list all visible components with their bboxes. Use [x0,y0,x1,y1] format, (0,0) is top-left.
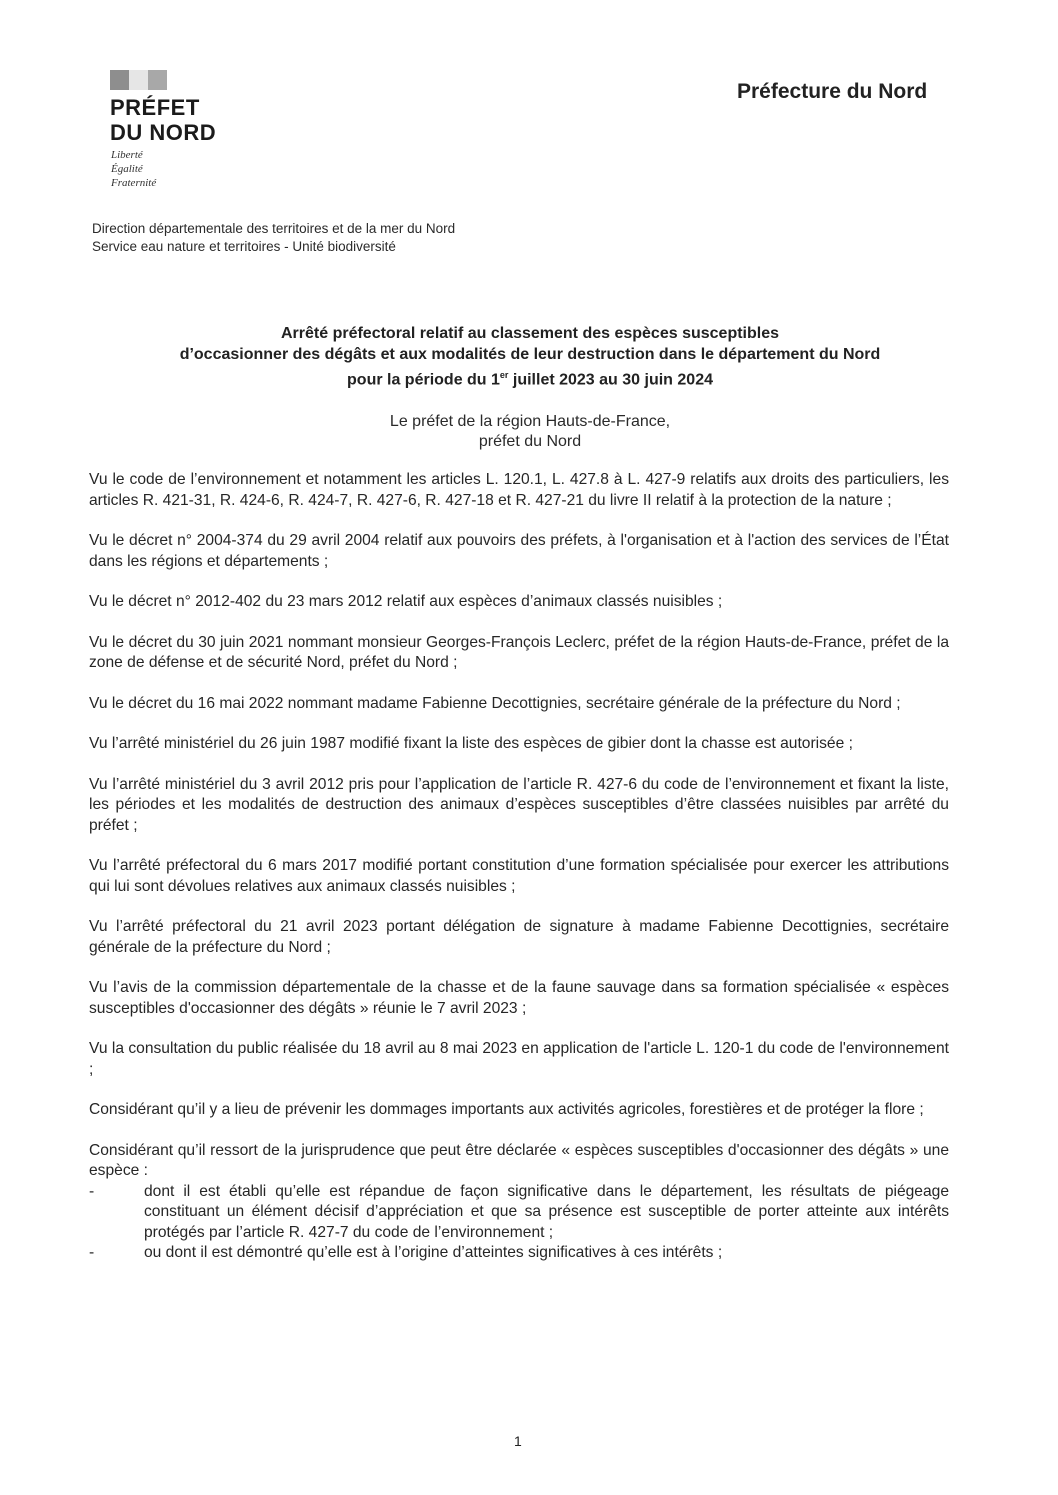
recital-paragraph: Vu l’arrêté ministériel du 26 juin 1987 modifié fixant la liste des espèces de gibier dont la chasse est autorisée ; [89,735,853,752]
document-title [120,323,940,390]
document-body [89,470,949,1264]
bullet-text: ou dont il est démontré qu’elle est à l’origine d’atteintes significatives à ces intérêts ; [144,1244,723,1261]
bullet-dash: - [89,1244,95,1261]
recital-paragraph: Vu le code de l’environnement et notamment les articles L. 120.1, L. 427.8 à L. 427-9 relatifs aux droits des particuliers, les articles R. 421-31, R. 424-6, R. 424-7, R. 427-6, R. 427-18 et R. 427-21 du livre II relatif à la protection de la nature ; [89,471,949,509]
motto-fraternite: Fraternité [111,177,157,189]
prefecture-name: Préfecture du Nord [737,80,928,103]
service-line-1: Direction départementale des territoires et de la mer du Nord [92,221,456,236]
page-number: 1 [514,1433,522,1449]
brand-line-2: DU NORD [110,120,217,145]
bullet-item [89,1182,949,1244]
flag-stripe-left [110,70,129,90]
recital-paragraph: Vu l’avis de la commission départementale de la chasse et de la faune sauvage dans sa formation spécialisée « espèces susceptibles d'occasionner des dégâts » réunie le 7 avril 2023 ; [89,979,949,1017]
recital-paragraph: Vu le décret n° 2004-374 du 29 avril 2004 relatif aux pouvoirs des préfets, à l'organisation et à l'action des services de l’État dans les régions et départements ; [89,532,949,570]
motto-egalite: Égalité [111,163,143,175]
title-line-3-a: pour la période du 1 [347,371,500,389]
bullet-dash: - [89,1182,95,1200]
recital-paragraph: Vu le décret du 16 mai 2022 nommant madame Fabienne Decottignies, secrétaire générale de la préfecture du Nord ; [89,694,901,712]
marianne-logo-flag [110,70,167,90]
title-line-3-b: juillet 2023 au 30 juin 2024 [508,371,713,389]
bullet-item [89,1243,949,1264]
service-line-2: Service eau nature et territoires - Unité biodiversité [92,239,396,254]
considering-paragraph: Considérant qu’il ressort de la jurisprudence que peut être déclarée « espèces susceptibles d'occasionner des dégâts » une espèce : [89,1141,949,1179]
recital-paragraph: Vu l’arrêté préfectoral du 21 avril 2023 portant délégation de signature à madame Fabienne Decottignies, secrétaire générale de la préfecture du Nord ; [89,918,949,956]
title-line-2: d’occasionner des dégâts et aux modalités de leur destruction dans le département du Nord [179,346,881,363]
recital-paragraph: Vu l’arrêté ministériel du 3 avril 2012 pris pour l’application de l’article R. 427-6 du code de l’environnement et fixant la liste, les périodes et les modalités de destruction des animaux d’espèces susceptibles d’être classées nuisibles par arrêté du préfet ; [89,775,949,834]
authority-line-1: Le préfet de la région Hauts-de-France, [389,413,671,430]
flag-stripe-center [129,70,148,90]
motto-liberte: Liberté [111,149,143,161]
recital-paragraph: Vu le décret n° 2012-402 du 23 mars 2012 relatif aux espèces d’animaux classés nuisibles ; [89,593,723,610]
authority [120,412,940,452]
brand-line-1: PRÉFET [110,95,200,120]
motto [111,148,156,190]
flag-stripe-right [148,70,167,90]
title-line-3-sup: er [499,370,509,380]
bullet-text: dont il est établi qu’elle est répandue de façon significative dans le département, les résultats de piégeage constituant un élément décisif d’appréciation et que sa présence est susceptible de porter atteinte aux intérêts protégés par l’article R. 427-7 du code de l’environnement ; [144,1182,949,1241]
brand-block [110,95,216,145]
considering-paragraph: Considérant qu’il y a lieu de prévenir les dommages importants aux activités agricoles, forestières et de protéger la flore ; [89,1101,924,1118]
authority-line-2: préfet du Nord [478,433,582,450]
recital-paragraph: Vu le décret du 30 juin 2021 nommant monsieur Georges-François Leclerc, préfet de la région Hauts-de-France, préfet de la zone de défense et de sécurité Nord, préfet du Nord ; [89,633,949,671]
title-line-3 [120,365,940,390]
title-line-1: Arrêté préfectoral relatif au classement des espèces susceptibles [280,325,779,342]
recital-paragraph: Vu la consultation du public réalisée du 18 avril au 8 mai 2023 en application de l'article L. 120-1 du code de l'environnement ; [89,1040,949,1078]
issuing-service [92,220,455,256]
recital-paragraph: Vu l’arrêté préfectoral du 6 mars 2017 modifié portant constitution d’une formation spécialisée pour exercer les attributions qui lui sont dévolues relatives aux animaux classés nuisibles ; [89,857,949,895]
